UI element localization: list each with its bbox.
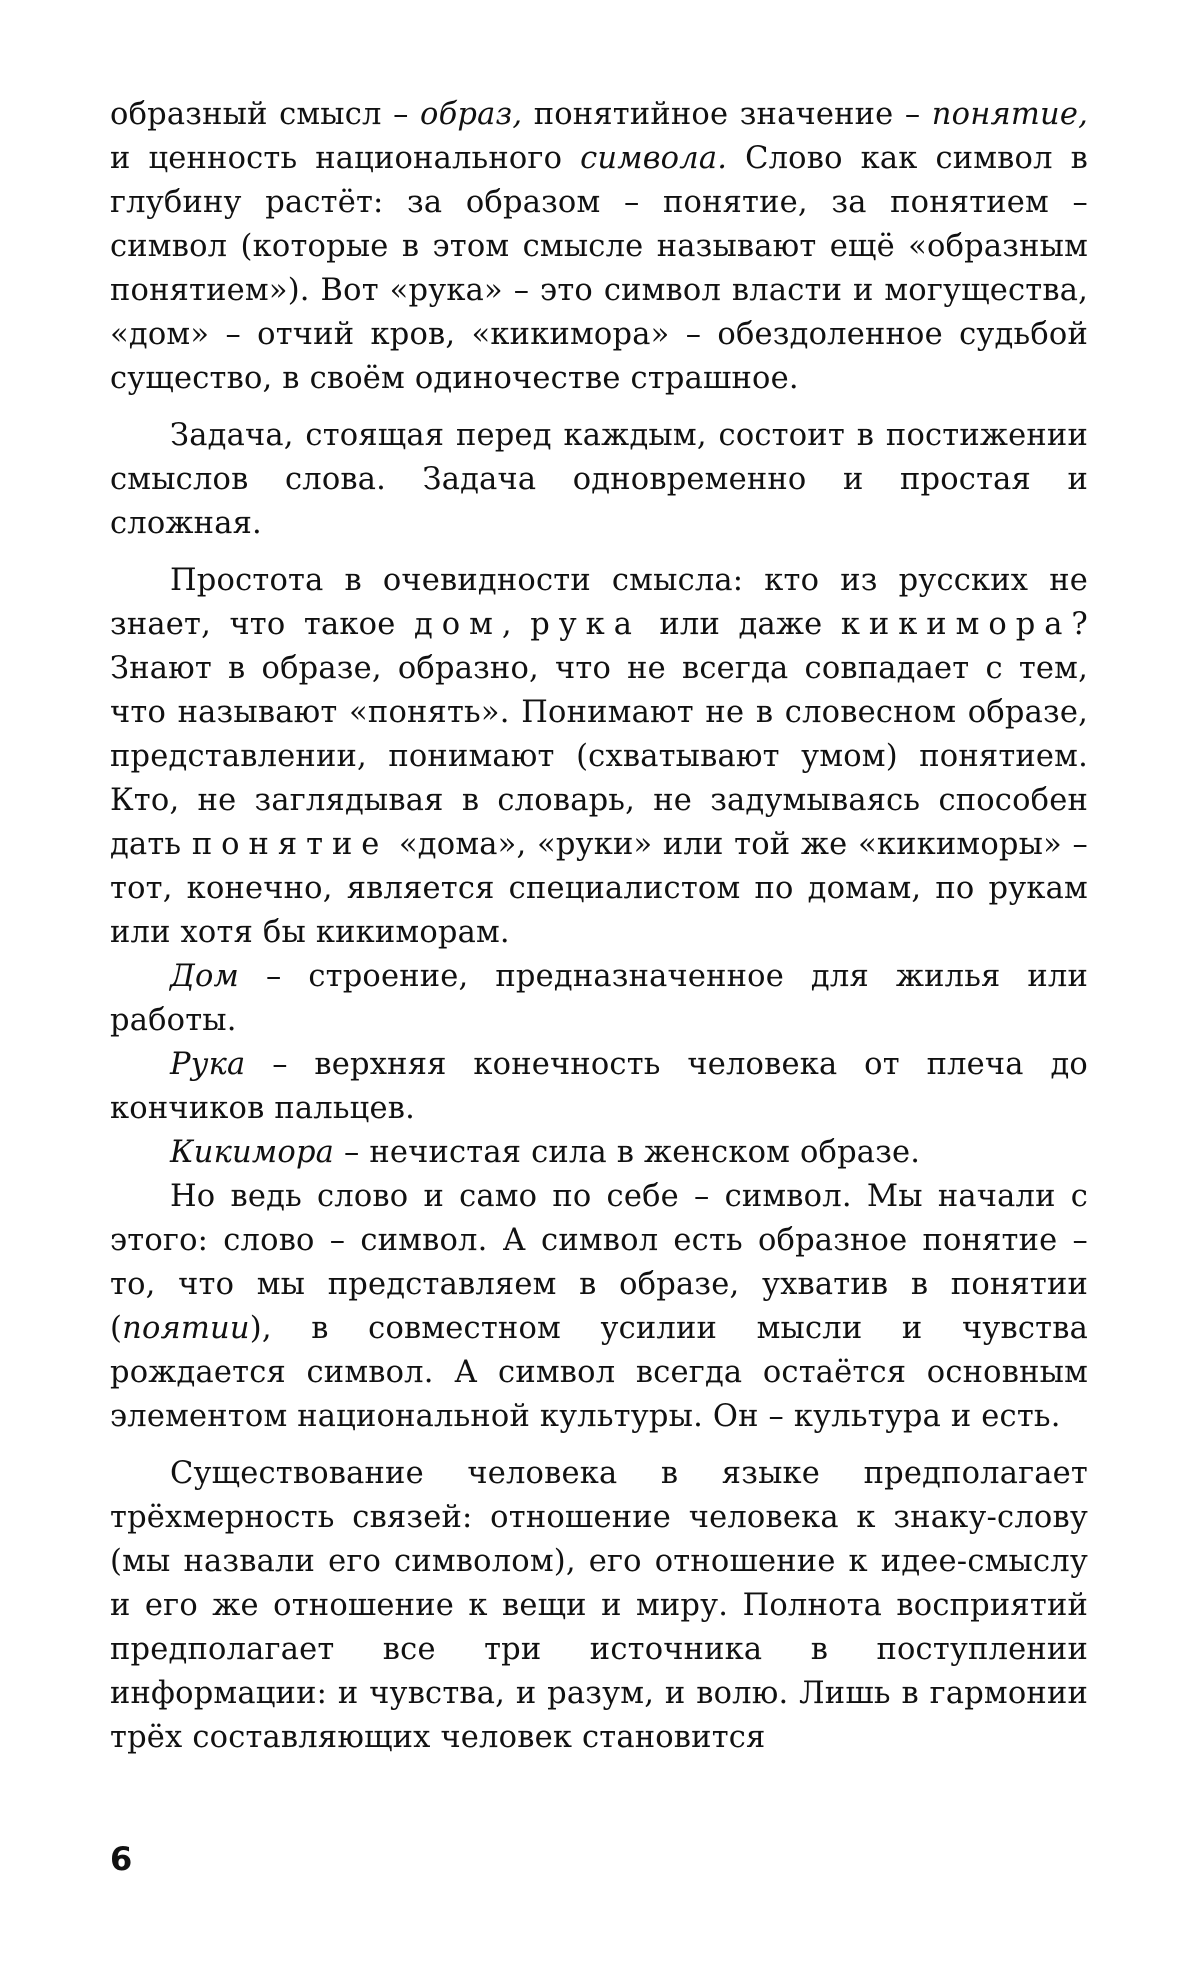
italic-term: символа. — [580, 141, 728, 176]
italic-term: поятии — [122, 1311, 250, 1346]
text-run: образный смысл – — [110, 97, 421, 132]
text-run: ), в совместном усилии мысли и чувства рождается символ. А символ всегда остаётся основным элементом национальной культуры. Он – культура и есть. — [110, 1311, 1088, 1434]
spaced-term: понятие — [191, 827, 389, 862]
text-run: Простота в очевидности смысла: кто из русских не знает, что такое — [110, 563, 1088, 642]
italic-term: понятие, — [931, 97, 1088, 132]
italic-term: образ, — [420, 97, 523, 132]
paragraph-continued — [110, 93, 1088, 401]
definition-ruka — [110, 1043, 1088, 1131]
spaced-term: кикимора — [840, 607, 1072, 642]
page-number: 6 — [110, 1840, 133, 1878]
definition-text: – нечистая сила в женском образе. — [334, 1135, 921, 1170]
definition-text: – верхняя конечность человека от плеча до кончиков пальцев. — [110, 1047, 1088, 1126]
text-run: или даже — [640, 607, 841, 642]
definition-term: Дом — [170, 959, 240, 994]
text-run: Но ведь слово и само по себе – символ. Мы начали с этого: слово – символ. А символ есть образное понятие – то, что мы представляем в образе, ухватив в понятии ( — [110, 1179, 1088, 1346]
definition-dom — [110, 955, 1088, 1043]
paragraph — [110, 559, 1088, 955]
text-run: ? Знают в образе, образно, что не всегда совпадает с тем, что называют «понять». Понимают не в словесном образе, представлении, понимают (схватывают умом) понятием. Кто, не заглядывая в словарь, не задумываясь способен дать — [110, 607, 1088, 862]
spaced-term: дом — [413, 607, 502, 642]
text-run: Слово как символ в глубину растёт: за образом – понятие, за понятием – символ (которые в этом смысле называют ещё «образным понятием»). Вот «рука» – это символ власти и могущества, «дом» – отчий кров, «кикимора» – обездоленное судьбой существо, в своём одиночестве страшное. — [110, 141, 1088, 396]
paragraph: Существование человека в языке предполагает трёхмерность связей: отношение человека к знаку-слову (мы назвали его символом), его отношение к идее-смыслу и его же отношение к вещи и миру. Полнота восприятий предполагает все три источника в поступлении информации: и чувства, и разум, и волю. Лишь в гармонии трёх составляющих человек становится — [110, 1456, 1088, 1755]
spaced-term: рука — [530, 607, 641, 642]
paragraph: Задача, стоящая перед каждым, состоит в постижении смыслов слова. Задача одновременно и простая и сложная. — [110, 418, 1088, 541]
definition-term: Рука — [170, 1047, 246, 1082]
text-run: понятийное значение – — [522, 97, 932, 132]
definition-text: – строение, предназначенное для жилья или работы. — [110, 959, 1088, 1038]
text-run: «дома», «руки» или той же «кикиморы» – тот, конечно, является специалистом по домам, по рукам или хотя бы кикиморам. — [110, 827, 1088, 950]
text-run: и ценность национального — [110, 141, 581, 176]
definition-term: Кикимора — [170, 1135, 335, 1170]
body-text — [110, 93, 1088, 1760]
paragraph — [110, 1175, 1088, 1439]
definition-kikimora — [110, 1131, 1088, 1175]
text-run: , — [501, 607, 531, 642]
